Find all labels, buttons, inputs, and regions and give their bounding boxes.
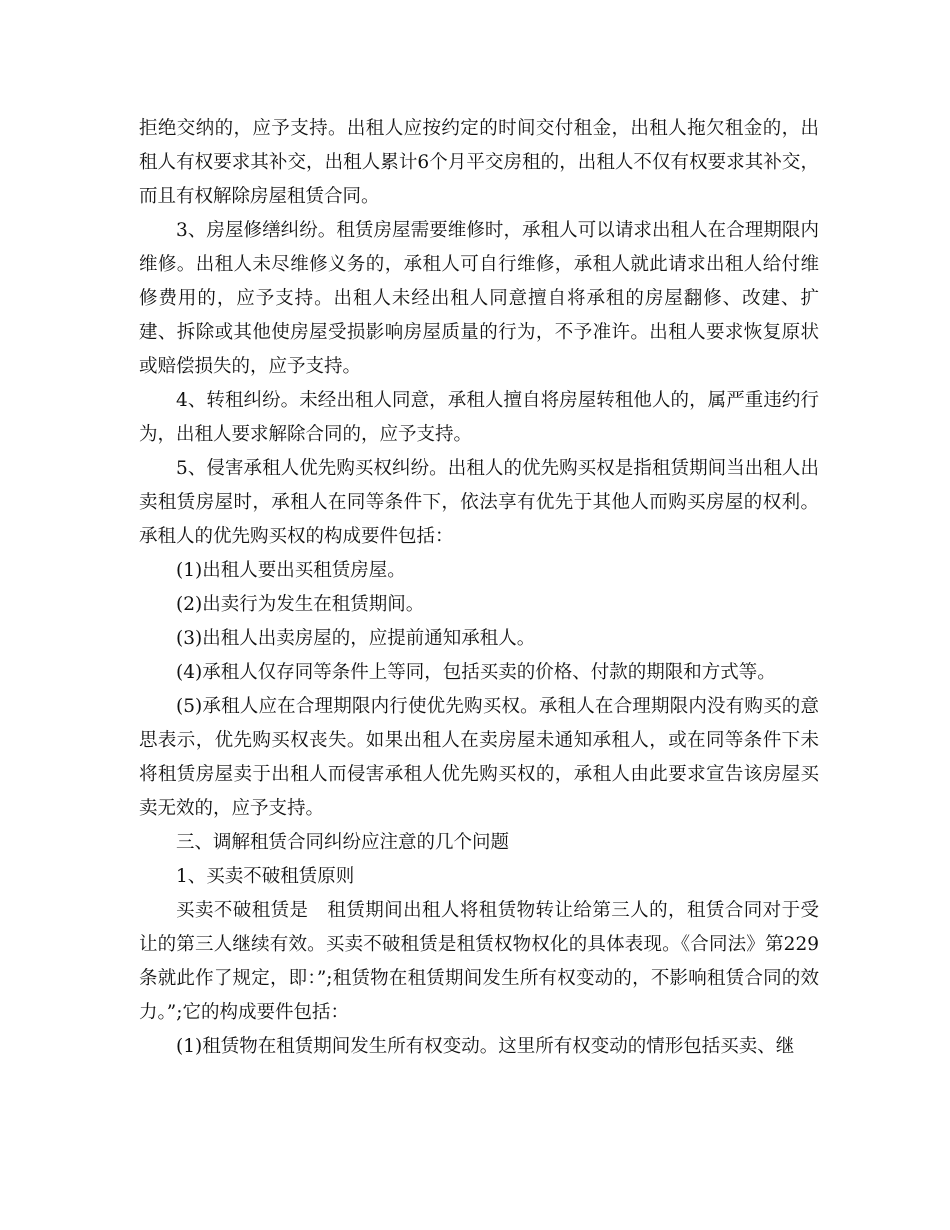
subsection-heading-one: 1、买卖不破租赁原则 [176, 866, 355, 887]
list-item-condition-5: (5)承租人应在合理期限内行使优先购买权。承租人在合理期限内没有购买的意思表示，优先购买权丧失。如果出租人在卖房屋未通知承租人，或在同等条件下未将租赁房屋卖于出租人而侵害承租人优先购买权的，承租人由此要求宣告该房屋买卖无效的，应予支持。 [139, 696, 819, 819]
list-item-condition-3: (3)出租人出卖房屋的，应提前通知承租人。 [176, 628, 536, 649]
list-item-condition-1: (1)出租人要出买租赁房屋。 [176, 560, 406, 581]
paragraph-preemptive-right: 5、侵害承租人优先购买权纠纷。出租人的优先购买权是指租赁期间当出租人出卖租赁房屋时，承租人在同等条件下，依法享有优先于其他人而购买房屋的权利。承租人的优先购买权的构成要件包括： [139, 458, 819, 547]
paragraph-sublease-dispute: 4、转租纠纷。未经出租人同意，承租人擅自将房屋转租他人的，属严重违约行为，出租人要求解除合同的，应予支持。 [139, 390, 819, 445]
list-item-condition-4: (4)承租人仅存同等条件上等同，包括买卖的价格、付款的期限和方式等。 [176, 662, 776, 683]
paragraph-sale-no-break-lease: 买卖不破租赁是 租赁期间出租人将租赁物转让给第三人的，租赁合同对于受让的第三人继续有效。买卖不破租赁是租赁权物权化的具体表现。《合同法》第229条就此作了规定，即：”;租赁物在租赁期间发生所有权变动的，不影响租赁合同的效力。”;它的构成要件包括： [139, 900, 819, 1023]
paragraph-repair-dispute: 3、房屋修缮纠纷。租赁房屋需要维修时，承租人可以请求出租人在合理期限内维修。出租人未尽维修义务的，承租人可自行维修，承租人就此请求出租人给付维修费用的，应予支持。出租人未经出租人同意擅自将承租的房屋翻修、改建、扩建、拆除或其他使房屋受损影响房屋质量的行为，不予准许。出租人要求恢复原状或赔偿损失的，应予支持。 [139, 220, 819, 377]
paragraph-rent-payment: 拒绝交纳的，应予支持。出租人应按约定的时间交付租金，出租人拖欠租金的，出租人有权要求其补交，出租人累计6个月平交房租的，出租人不仅有权要求其补交，而且有权解除房屋租赁合同。 [139, 118, 819, 207]
list-item-condition-2: (2)出卖行为发生在租赁期间。 [176, 594, 425, 615]
document-body [139, 112, 819, 1064]
list-item-ownership-change: (1)租赁物在租赁期间发生所有权变动。这里所有权变动的情形包括买卖、继 [176, 1036, 795, 1057]
section-heading-three: 三、调解租赁合同纠纷应注意的几个问题 [176, 832, 510, 853]
